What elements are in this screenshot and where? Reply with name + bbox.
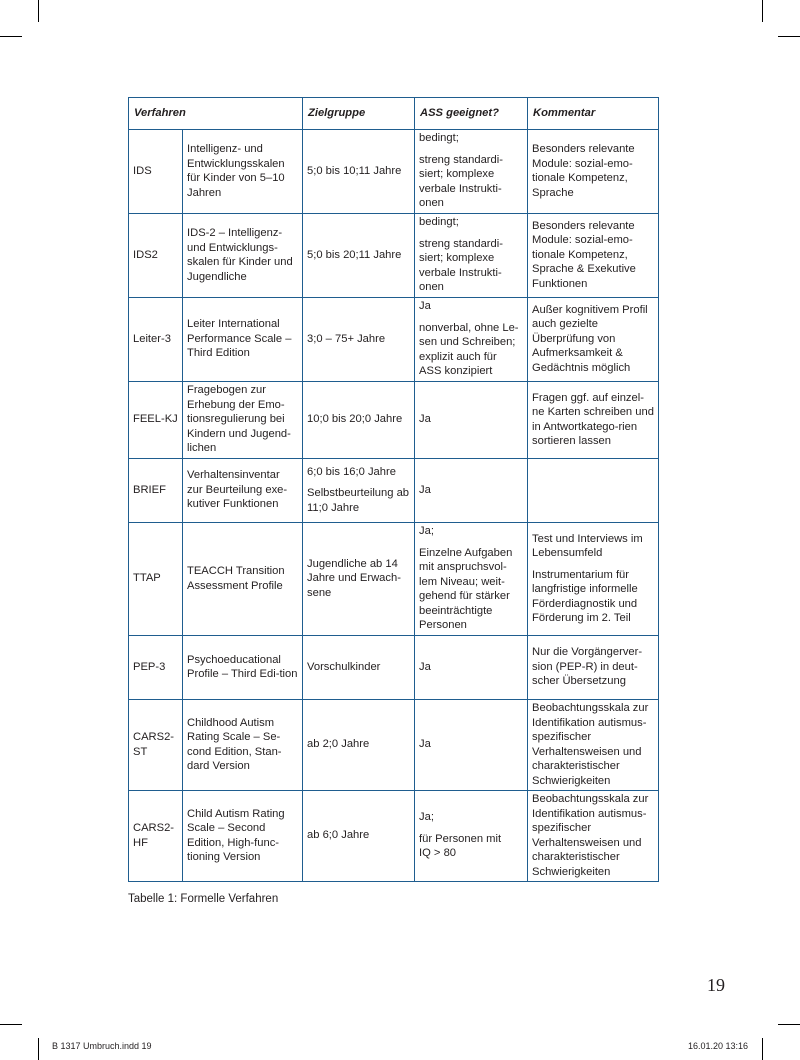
- cell-paragraph: Ja: [419, 738, 431, 751]
- cell-paragraph: nonverbal, ohne Le- sen und Schreiben; explizit auch für ASS konzipiert: [419, 321, 519, 378]
- cell-paragraph: für Personen mit IQ > 80: [419, 832, 502, 860]
- crop-mark: [0, 36, 22, 37]
- crop-mark: [38, 1038, 39, 1060]
- cell-paragraph: Besonders relevante Module: sozial-emo-tionale Kompetenz, Sprache: [532, 143, 635, 199]
- cell-name: IDS-2 – Intelligenz- und Entwicklungs-skalen für Kinder und Jugendliche: [183, 214, 303, 298]
- table-row: [129, 130, 659, 214]
- cell-target-group: [303, 459, 415, 523]
- cell-paragraph: 3;0 – 75+ Jahre: [307, 332, 386, 345]
- cell-paragraph: bedingt;: [419, 216, 459, 229]
- cell-paragraph: Ja: [419, 300, 431, 313]
- cell-paragraph: Ja;: [419, 525, 434, 538]
- cell-abbreviation: TTAP: [129, 523, 183, 636]
- cell-paragraph: ab 6;0 Jahre: [307, 829, 370, 842]
- cell-paragraph: ab 2;0 Jahre: [307, 738, 370, 751]
- cell-paragraph: Instrumentarium für langfristige informelle Förderdiagnostik und Förderung im 2. Teil: [532, 568, 638, 624]
- cell-comment: [528, 700, 659, 791]
- page-number: 19: [707, 975, 725, 995]
- cell-paragraph: Beobachtungsskala zur Identifikation autismus-spezifischer Verhaltensweisen und charakteristischer Schwierigkeiten: [532, 702, 649, 787]
- cell-ass-suitable: [415, 459, 528, 523]
- cell-comment: [528, 382, 659, 459]
- header-zielgruppe: Zielgruppe: [303, 98, 415, 130]
- table-row: [129, 523, 659, 636]
- cell-paragraph: streng standardi- siert; komplexe verbale Instrukti- onen: [419, 153, 503, 210]
- cell-comment: [528, 459, 659, 523]
- cell-name: Verhaltensinventar zur Beurteilung exe-kutiver Funktionen: [183, 459, 303, 523]
- cell-target-group: [303, 214, 415, 298]
- cell-paragraph: Vorschulkinder: [307, 660, 381, 673]
- cell-abbreviation: FEEL-KJ: [129, 382, 183, 459]
- cell-ass-suitable: [415, 382, 528, 459]
- cell-paragraph: 5;0 bis 10;11 Jahre: [307, 164, 402, 177]
- table-row: [129, 700, 659, 791]
- procedures-table: [128, 97, 659, 882]
- crop-mark: [0, 1024, 22, 1025]
- cell-comment: [528, 298, 659, 382]
- table-caption: Tabelle 1: Formelle Verfahren: [128, 893, 279, 905]
- cell-ass-suitable: [415, 700, 528, 791]
- print-slug-filename: B 1317 Umbruch.indd 19: [52, 1041, 152, 1051]
- cell-paragraph: bedingt;: [419, 132, 459, 145]
- cell-paragraph: streng standardi- siert; komplexe verbale Instrukti- onen: [419, 237, 503, 294]
- cell-paragraph: 10;0 bis 20;0 Jahre: [307, 413, 403, 426]
- cell-comment: [528, 214, 659, 298]
- table-row: [129, 298, 659, 382]
- table-header-row: [129, 98, 659, 130]
- cell-ass-suitable: [415, 298, 528, 382]
- cell-paragraph: Besonders relevante Module: sozial-emo-tionale Kompetenz, Sprache & Exekutive Funktionen: [532, 219, 636, 290]
- cell-paragraph: Einzelne Aufgaben mit anspruchsvol- lem Niveau; weit- gehend für stärker beeinträchtigte Personen: [419, 546, 513, 632]
- cell-target-group: [303, 636, 415, 700]
- table-row: [129, 636, 659, 700]
- crop-mark: [38, 0, 39, 22]
- cell-name: Intelligenz- und Entwicklungsskalen für Kinder von 5–10 Jahren: [183, 130, 303, 214]
- header-verfahren: Verfahren: [129, 98, 303, 130]
- crop-mark: [778, 36, 800, 37]
- cell-comment: [528, 130, 659, 214]
- cell-paragraph: Ja;: [419, 811, 434, 824]
- cell-target-group: [303, 382, 415, 459]
- cell-paragraph: Ja: [419, 483, 431, 496]
- crop-mark: [778, 1024, 800, 1025]
- table-row: [129, 382, 659, 459]
- print-slug-timestamp: 16.01.20 13:16: [688, 1041, 749, 1051]
- cell-ass-suitable: [415, 523, 528, 636]
- cell-paragraph: Beobachtungsskala zur Identifikation autismus-spezifischer Verhaltensweisen und charakteristischer Schwierigkeiten: [532, 793, 649, 878]
- cell-name: TEACCH Transition Assessment Profile: [183, 523, 303, 636]
- cell-paragraph: Selbstbeurteilung ab 11;0 Jahre: [307, 487, 410, 514]
- header-kommentar: Kommentar: [528, 98, 659, 130]
- cell-ass-suitable: [415, 130, 528, 214]
- cell-paragraph: Ja: [419, 660, 431, 673]
- crop-mark: [762, 1038, 763, 1060]
- table-body: [129, 130, 659, 882]
- cell-name: Childhood Autism Rating Scale – Se-cond Edition, Stan-dard Version: [183, 700, 303, 791]
- cell-paragraph: Test und Interviews im Lebensumfeld: [532, 532, 643, 559]
- cell-name: Child Autism Rating Scale – Second Edition, High-func-tioning Version: [183, 791, 303, 882]
- cell-ass-suitable: [415, 214, 528, 298]
- header-ass-geeignet: ASS geeignet?: [415, 98, 528, 130]
- table-row: [129, 791, 659, 882]
- cell-name: Fragebogen zur Erhebung der Emo-tionsregulierung bei Kindern und Jugend-lichen: [183, 382, 303, 459]
- crop-mark: [762, 0, 763, 22]
- cell-abbreviation: BRIEF: [129, 459, 183, 523]
- cell-paragraph: Außer kognitivem Profil auch gezielte Überprüfung von Aufmerksamkeit & Gedächtnis möglich: [532, 303, 648, 374]
- cell-target-group: [303, 298, 415, 382]
- cell-comment: [528, 636, 659, 700]
- table-row: [129, 214, 659, 298]
- cell-abbreviation: CARS2-HF: [129, 791, 183, 882]
- cell-abbreviation: IDS: [129, 130, 183, 214]
- cell-name: Leiter International Performance Scale – Third Edition: [183, 298, 303, 382]
- cell-target-group: [303, 130, 415, 214]
- cell-abbreviation: IDS2: [129, 214, 183, 298]
- cell-paragraph: 6;0 bis 16;0 Jahre: [307, 465, 396, 478]
- cell-abbreviation: Leiter-3: [129, 298, 183, 382]
- cell-target-group: [303, 791, 415, 882]
- cell-paragraph: Jugendliche ab 14 Jahre und Erwach-sene: [307, 557, 401, 599]
- cell-paragraph: Ja: [419, 413, 431, 426]
- cell-comment: [528, 791, 659, 882]
- cell-ass-suitable: [415, 791, 528, 882]
- cell-paragraph: Nur die Vorgängerver-sion (PEP-R) in deut-scher Übersetzung: [532, 646, 643, 688]
- cell-abbreviation: PEP-3: [129, 636, 183, 700]
- cell-comment: [528, 523, 659, 636]
- table-row: [129, 459, 659, 523]
- cell-target-group: [303, 523, 415, 636]
- cell-name: Psychoeducational Profile – Third Edi-tion: [183, 636, 303, 700]
- cell-ass-suitable: [415, 636, 528, 700]
- cell-paragraph: Fragen ggf. auf einzel-ne Karten schreiben und in Antwortkatego-rien sortieren lassen: [532, 391, 654, 447]
- cell-abbreviation: CARS2-ST: [129, 700, 183, 791]
- cell-target-group: [303, 700, 415, 791]
- cell-paragraph: 5;0 bis 20;11 Jahre: [307, 248, 402, 261]
